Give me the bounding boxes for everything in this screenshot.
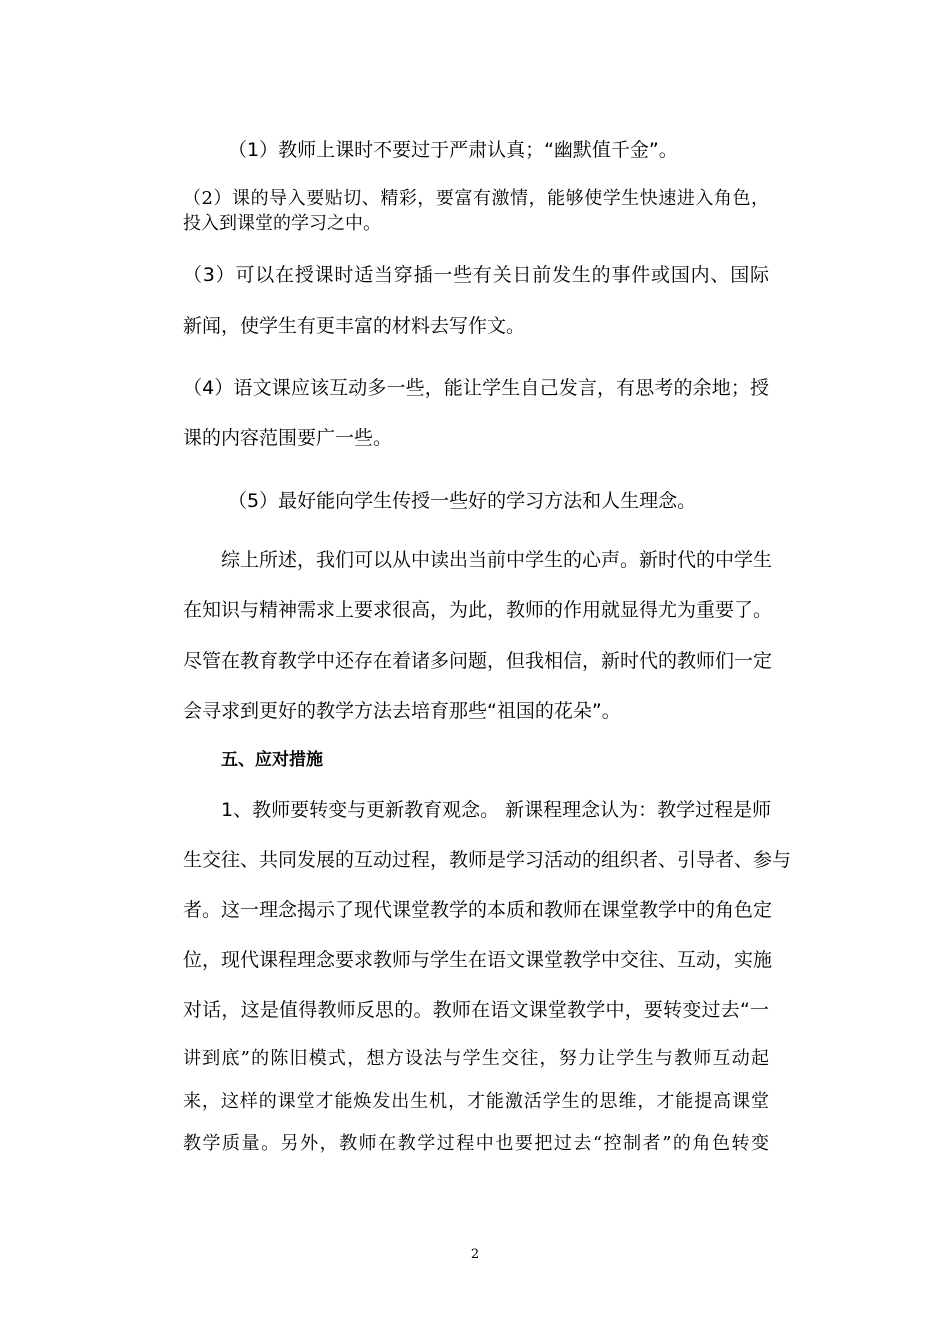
measure-1-line-4: 位，现代课程理念要求教师与学生在语文课堂教学中交往、互动，实施 <box>183 949 773 971</box>
paragraph-2-line-2: 投入到课堂的学习之中。 <box>183 213 381 234</box>
measure-1-line-8: 教学质量。另外，教师在教学过程中也要把过去“控制者”的角色转变 <box>183 1133 769 1154</box>
measure-1-line-5: 对话，这是值得教师反思的。教师在语文课堂教学中，要转变过去“一 <box>183 999 769 1021</box>
paragraph-2-line-1: （2）课的导入要贴切、精彩，要富有激情，能够使学生快速进入角色， <box>183 188 769 209</box>
paragraph-5: （5）最好能向学生传授一些好的学习方法和人生理念。 <box>228 490 697 512</box>
paragraph-4-line-2: 课的内容范围要广一些。 <box>183 427 393 449</box>
summary-line-2: 在知识与精神需求上要求很高，为此，教师的作用就显得尤为重要了。 <box>183 599 773 621</box>
measure-1-line-7: 来，这样的课堂才能焕发出生机，才能激活学生的思维，才能提高课堂 <box>183 1091 769 1112</box>
paragraph-3-line-1: （3）可以在授课时适当穿插一些有关日前发生的事件或国内、国际 <box>183 264 769 286</box>
measure-1-line-1: 1、教师要转变与更新教育观念。 新课程理念认为：教学过程是师 <box>221 799 772 821</box>
summary-line-1: 综上所述，我们可以从中读出当前中学生的心声。新时代的中学生 <box>221 549 773 571</box>
page-number: 2 <box>470 1247 480 1262</box>
paragraph-3-line-2: 新闻，使学生有更丰富的材料去写作文。 <box>183 315 526 337</box>
summary-line-4: 会寻求到更好的教学方法去培育那些“祖国的花朵”。 <box>183 700 621 722</box>
measure-1-line-6: 讲到底”的陈旧模式，想方设法与学生交往，努力让学生与教师互动起 <box>183 1048 769 1069</box>
paragraph-4-line-1: （4）语文课应该互动多一些，能让学生自己发言，有思考的余地；授 <box>183 377 769 399</box>
paragraph-1: （1）教师上课时不要过于严肃认真；“幽默值千金”。 <box>228 139 678 161</box>
measure-1-line-2: 生交往、共同发展的互动过程，教师是学习活动的组织者、引导者、参与 <box>183 849 792 871</box>
section-heading: 五、应对措施 <box>221 750 323 770</box>
measure-1-line-3: 者。这一理念揭示了现代课堂教学的本质和教师在课堂教学中的角色定 <box>183 899 773 921</box>
summary-line-3: 尽管在教育教学中还存在着诸多问题，但我相信，新时代的教师们一定 <box>183 650 773 672</box>
